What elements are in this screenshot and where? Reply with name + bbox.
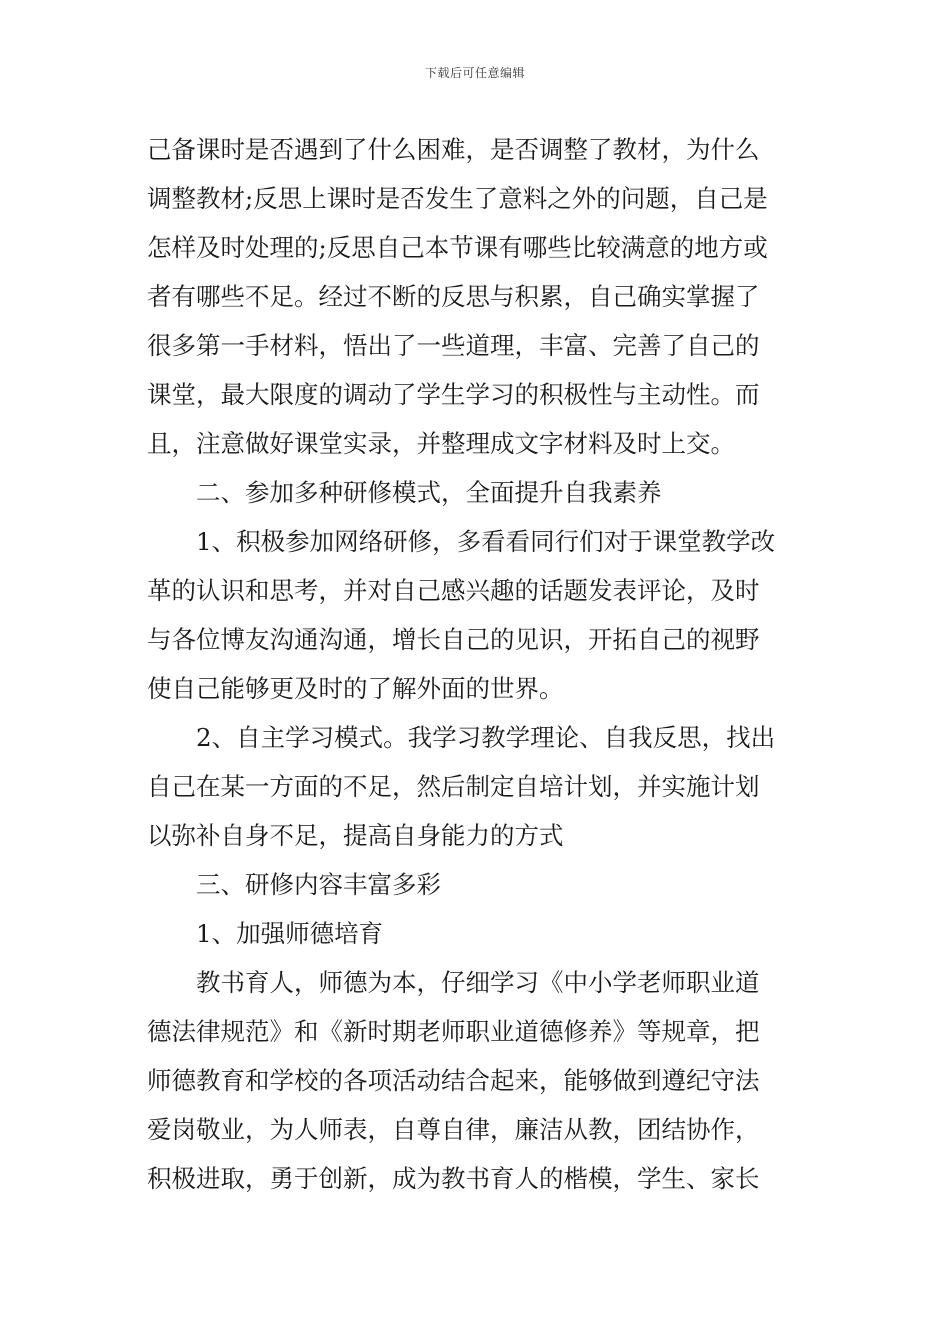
text-line: 爱岗敬业，为人师表，自尊自律，廉洁从教，团结协作， [147, 1115, 760, 1144]
text-line: 怎样及时处理的;反思自己本节课有哪些比较满意的地方或 [147, 233, 768, 262]
section-heading: 三、研修内容丰富多彩 [196, 870, 441, 899]
text-line: 革的认识和思考，并对自己感兴趣的话题发表评论，及时 [147, 576, 760, 605]
subsection-heading: 1、加强师德培育 [196, 919, 384, 948]
page-header: 下载后可任意编辑 [424, 66, 525, 80]
text-line: 教书育人，师德为本，仔细学习《中小学老师职业道 [196, 968, 760, 997]
text-line: 者有哪些不足。经过不断的反思与积累，自己确实掌握了 [147, 282, 760, 311]
text-line: 2、自主学习模式。我学习教学理论、自我反思，找出 [196, 723, 776, 752]
section-heading: 二、参加多种研修模式，全面提升自我素养 [196, 478, 662, 507]
text-line: 己备课时是否遇到了什么困难，是否调整了教材，为什么 [147, 135, 760, 164]
text-line: 很多第一手材料，悟出了一些道理，丰富、完善了自己的 [147, 331, 760, 360]
document-body [147, 125, 815, 1203]
text-line: 课堂，最大限度的调动了学生学习的积极性与主动性。而 [147, 380, 760, 409]
text-line: 且，注意做好课堂实录，并整理成文字材料及时上交。 [147, 429, 735, 458]
text-line: 师德教育和学校的各项活动结合起来，能够做到遵纪守法 [147, 1066, 760, 1095]
text-line: 自己在某一方面的不足，然后制定自培计划，并实施计划 [147, 772, 760, 801]
text-line: 积极进取，勇于创新，成为教书育人的楷模，学生、家长 [147, 1164, 760, 1193]
text-line: 与各位博友沟通沟通，增长自己的见识，开拓自己的视野 [147, 625, 760, 654]
text-line: 以弥补自身不足，提高自身能力的方式 [147, 821, 564, 850]
text-line: 德法律规范》和《新时期老师职业道德修养》等规章，把 [147, 1017, 760, 1046]
text-line: 使自己能够更及时的了解外面的世界。 [147, 674, 564, 703]
text-line: 调整教材;反思上课时是否发生了意料之外的问题，自己是 [147, 184, 768, 213]
text-line: 1、积极参加网络研修，多看看同行们对于课堂教学改 [196, 527, 776, 556]
